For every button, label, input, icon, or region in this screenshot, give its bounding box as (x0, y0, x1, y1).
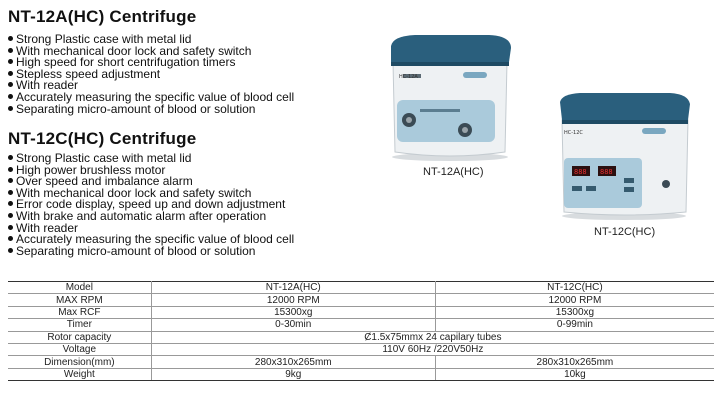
spec-label: Rotor capacity (8, 331, 151, 343)
nt12c-feature-item: With brake and automatic alarm after operation (8, 211, 294, 223)
spec-value-nt12a: 12000 RPM (151, 294, 435, 306)
nt12c-feature-item: High power brushless motor (8, 165, 294, 177)
spec-row (8, 331, 714, 343)
nt12a-feature-item: High speed for short centrifugation timers (8, 57, 294, 69)
heading-nt12c: NT-12C(HC) Centrifuge (8, 129, 197, 148)
spec-value-nt12c: 280x310x265mm (435, 356, 714, 368)
spec-value-nt12a: 9kg (151, 368, 435, 380)
svg-text:888: 888 (600, 168, 613, 176)
spec-row (8, 319, 714, 331)
spec-label: MAX RPM (8, 294, 151, 306)
spec-row (8, 343, 714, 355)
spec-value-nt12c: 10kg (435, 368, 714, 380)
nt12c-feature-item: Accurately measuring the specific value of blood cell (8, 234, 294, 246)
nt12c-feature-item: With reader (8, 223, 294, 235)
panel-label-nt12c: HC-12C (564, 130, 583, 136)
spec-label: Dimension(mm) (8, 356, 151, 368)
heading-nt12a: NT-12A(HC) Centrifuge (8, 7, 197, 26)
spec-value-nt12c: 0-99min (435, 319, 714, 331)
spec-value-nt12c: NT-12C(HC) (435, 282, 714, 294)
feature-list-nt12c (8, 153, 294, 257)
caption-nt12a: NT-12A(HC) (423, 166, 484, 178)
spec-label: Voltage (8, 343, 151, 355)
spec-value-nt12c: 15300xg (435, 306, 714, 318)
spec-value-nt12a: 0-30min (151, 319, 435, 331)
spec-value-shared: 110V 60Hz /220V50Hz (151, 343, 714, 355)
spec-value-nt12a: 280x310x265mm (151, 356, 435, 368)
panel-label-nt12a: HC-12A (399, 74, 418, 80)
nt12a-feature-item: With reader (8, 80, 294, 92)
svg-text:888: 888 (574, 168, 587, 176)
spec-value-nt12c: 12000 RPM (435, 294, 714, 306)
nt12c-centrifuge-image (558, 92, 693, 220)
nt12c-feature-item: Separating micro-amount of blood or solution (8, 246, 294, 258)
nt12a-feature-item: Accurately measuring the specific value of blood cell (8, 92, 294, 104)
caption-nt12c: NT-12C(HC) (594, 226, 656, 238)
spec-value-shared: Ȼ1.5x75mmx 24 capilary tubes (151, 331, 714, 343)
spec-label: Model (8, 282, 151, 294)
spec-row (8, 282, 714, 294)
nt12a-feature-item: Strong Plastic case with metal lid (8, 34, 294, 46)
nt12a-feature-item: Stepless speed adjustment (8, 69, 294, 81)
spec-value-nt12a: 15300xg (151, 306, 435, 318)
spec-row (8, 356, 714, 368)
spec-label: Weight (8, 368, 151, 380)
spec-value-nt12a: NT-12A(HC) (151, 282, 435, 294)
nt12a-feature-item: With mechanical door lock and safety switch (8, 46, 294, 58)
nt12a-centrifuge-image (385, 32, 515, 162)
nt12c-feature-item: With mechanical door lock and safety switch (8, 188, 294, 200)
nt12a-feature-item: Separating micro-amount of blood or solution (8, 104, 294, 116)
spec-table (8, 281, 714, 381)
nt12c-feature-item: Strong Plastic case with metal lid (8, 153, 294, 165)
nt12c-feature-item: Error code display, speed up and down adjustment (8, 199, 294, 211)
feature-list-nt12a (8, 34, 294, 115)
spec-row (8, 306, 714, 318)
nt12c-feature-item: Over speed and imbalance alarm (8, 176, 294, 188)
spec-row (8, 368, 714, 380)
spec-row (8, 294, 714, 306)
spec-label: Timer (8, 319, 151, 331)
spec-label: Max RCF (8, 306, 151, 318)
